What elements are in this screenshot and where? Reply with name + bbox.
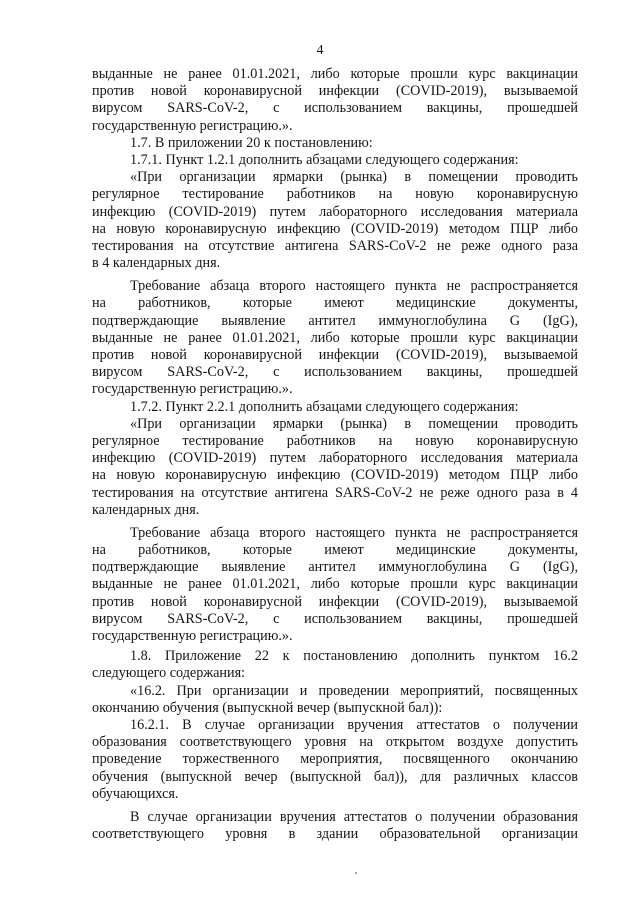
text-line: выданные не ранее 01.01.2021, либо которые прошли курс вакцинации: [92, 66, 578, 82]
text-line: инфекцию (COVID-2019) путем лабораторного исследования материала: [92, 450, 578, 467]
text-line: обучающихся.: [92, 785, 179, 802]
text-line: подтверждающие выявление антител иммуноглобулина G (IgG),: [92, 559, 578, 576]
text-line: вирусом SARS-CoV-2, с использованием вакцины, прошедшей: [92, 364, 578, 381]
text-line: следующего содержания:: [92, 665, 246, 682]
section-heading: 1.8. Приложение 22 к постановлению дополнить пунктом 16.2: [130, 648, 578, 665]
page-number: 4: [316, 43, 324, 58]
text-line: против новой коронавирусной инфекции (COVID-2019), вызываемой: [92, 347, 578, 363]
subsection-heading: 1.7.1. Пункт 1.2.1 дополнить абзацами следующего содержания:: [130, 151, 519, 168]
text-line: на новую коронавирусную инфекцию (COVID-2019) методом ПЦР либо: [92, 220, 578, 237]
text-line: против новой коронавирусной инфекции (COVID-2019), вызываемой: [92, 83, 578, 100]
text-line: регулярное тестирование работников на новую коронавирусную: [92, 432, 578, 449]
text-line: календарных дня.: [92, 501, 200, 518]
text-line: государственную регистрацию.».: [92, 117, 293, 134]
section-heading: 1.7. В приложении 20 к постановлению:: [130, 134, 373, 151]
text-line: 16.2.1. В случае организации вручения аттестатов о получении: [130, 716, 578, 733]
subsection-heading: 1.7.2. Пункт 2.2.1 дополнить абзацами следующего содержания:: [130, 398, 519, 415]
text-line: выданные не ранее 01.01.2021, либо которые прошли курс вакцинации: [92, 576, 578, 593]
text-line: на работников, которые имеют медицинские документы,: [92, 295, 578, 312]
text-line: соответствующего уровня в здании образовательной организации: [92, 826, 578, 843]
text-line: образования соответствующего уровня на открытом воздухе допустить: [92, 734, 578, 751]
text-line: инфекцию (COVID-2019) путем лабораторного исследования материала: [92, 203, 578, 220]
text-line: «При организации ярмарки (рынка) в помещении проводить: [130, 415, 578, 432]
text-line: «16.2. При организации и проведении мероприятий, посвященных: [130, 682, 578, 699]
text-line: обучения (выпускной вечер (выпускной бал)), для различных классов: [92, 768, 578, 785]
text-line: вирусом SARS-CoV-2, с использованием вакцины, прошедшей: [92, 610, 578, 627]
text-line: тестирования на отсутствие антигена SARS-CoV-2 не реже одного раза: [92, 237, 578, 254]
text-line: выданные не ранее 01.01.2021, либо которые прошли курс вакцинации: [92, 329, 578, 346]
text-line: на работников, которые имеют медицинские документы,: [92, 542, 578, 559]
text-line: тестирования на отсутствие антигена SARS-CoV-2 не реже одного раза в 4: [92, 484, 578, 501]
text-line: Требование абзаца второго настоящего пункта не распространяется: [130, 524, 578, 541]
text-line: окончанию обучения (выпускной вечер (выпускной бал)):: [92, 699, 443, 716]
text-line: В случае организации вручения аттестатов о получении образования: [130, 808, 578, 825]
text-line: в 4 календарных дня.: [92, 255, 221, 272]
text-line: «При организации ярмарки (рынка) в помещении проводить: [130, 169, 578, 186]
text-line: Требование абзаца второго настоящего пункта не распространяется: [130, 278, 578, 295]
text-line: регулярное тестирование работников на новую коронавирусную: [92, 186, 578, 203]
text-line: вирусом SARS-CoV-2, с использованием вакцины, прошедшей: [92, 100, 578, 117]
document-body: [92, 66, 578, 843]
text-line: против новой коронавирусной инфекции (COVID-2019), вызываемой: [92, 593, 578, 610]
text-line: государственную регистрацию.».: [92, 628, 293, 644]
text-line: проведение торжественного мероприятия, посвященного окончанию: [92, 751, 578, 768]
scan-speck: [355, 872, 357, 874]
text-line: на новую коронавирусную инфекцию (COVID-2019) методом ПЦР либо: [92, 467, 578, 484]
text-line: государственную регистрацию.».: [92, 381, 293, 398]
text-line: подтверждающие выявление антител иммуноглобулина G (IgG),: [92, 312, 578, 329]
